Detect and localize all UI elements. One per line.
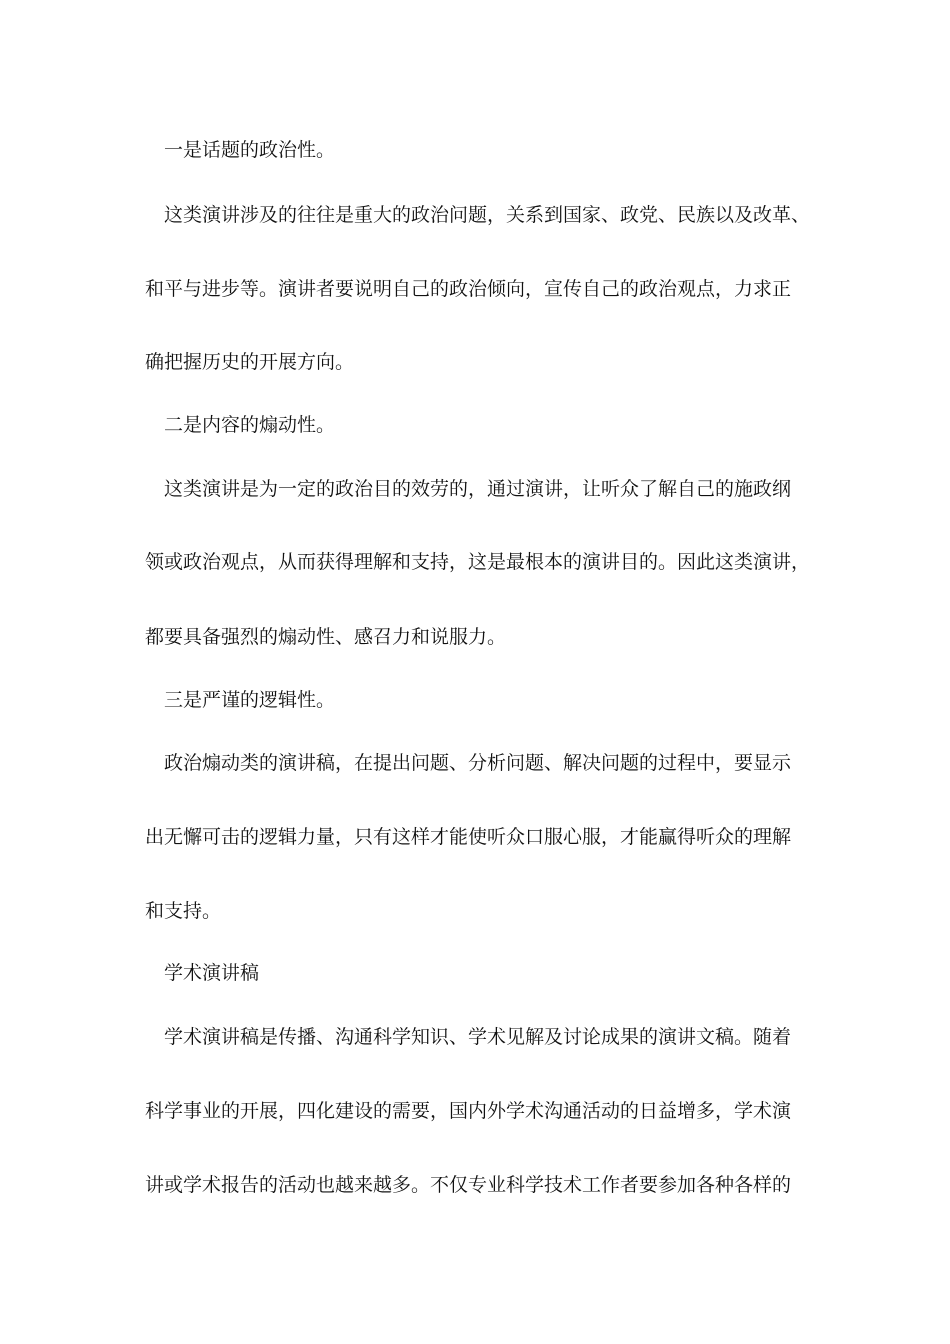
paragraph-line: 讲或学术报告的活动也越来越多。不仅专业科学技术工作者要参加各种各样的 xyxy=(145,1174,792,1196)
paragraph-line: 和支持。 xyxy=(145,900,222,922)
paragraph-line: 这类演讲涉及的往往是重大的政治问题，关系到国家、政党、民族以及改革、 xyxy=(164,204,811,226)
paragraph-line: 领或政治观点，从而获得理解和支持，这是最根本的演讲目的。因此这类演讲， xyxy=(145,551,811,573)
paragraph-line: 科学事业的开展，四化建设的需要，国内外学术沟通活动的日益增多，学术演 xyxy=(145,1100,792,1122)
section-heading-academic-speech: 学术演讲稿 xyxy=(164,962,260,984)
paragraph-line: 确把握历史的开展方向。 xyxy=(145,351,355,373)
paragraph-line: 这类演讲是为一定的政治目的效劳的，通过演讲，让听众了解自己的施政纲 xyxy=(164,478,792,500)
paragraph-line: 出无懈可击的逻辑力量，只有这样才能使听众口服心服，才能赢得听众的理解 xyxy=(145,826,792,848)
paragraph-line: 都要具备强烈的煽动性、感召力和说服力。 xyxy=(145,626,507,648)
heading-political-topic: 一是话题的政治性。 xyxy=(164,139,336,161)
heading-inspirational-content: 二是内容的煽动性。 xyxy=(164,414,336,436)
paragraph-line: 学术演讲稿是传播、沟通科学知识、学术见解及讨论成果的演讲文稿。随着 xyxy=(164,1026,792,1048)
paragraph-line: 政治煽动类的演讲稿，在提出问题、分析问题、解决问题的过程中，要显示 xyxy=(164,752,792,774)
paragraph-line: 和平与进步等。演讲者要说明自己的政治倾向，宣传自己的政治观点，力求正 xyxy=(145,278,792,300)
heading-logic: 三是严谨的逻辑性。 xyxy=(164,689,336,711)
